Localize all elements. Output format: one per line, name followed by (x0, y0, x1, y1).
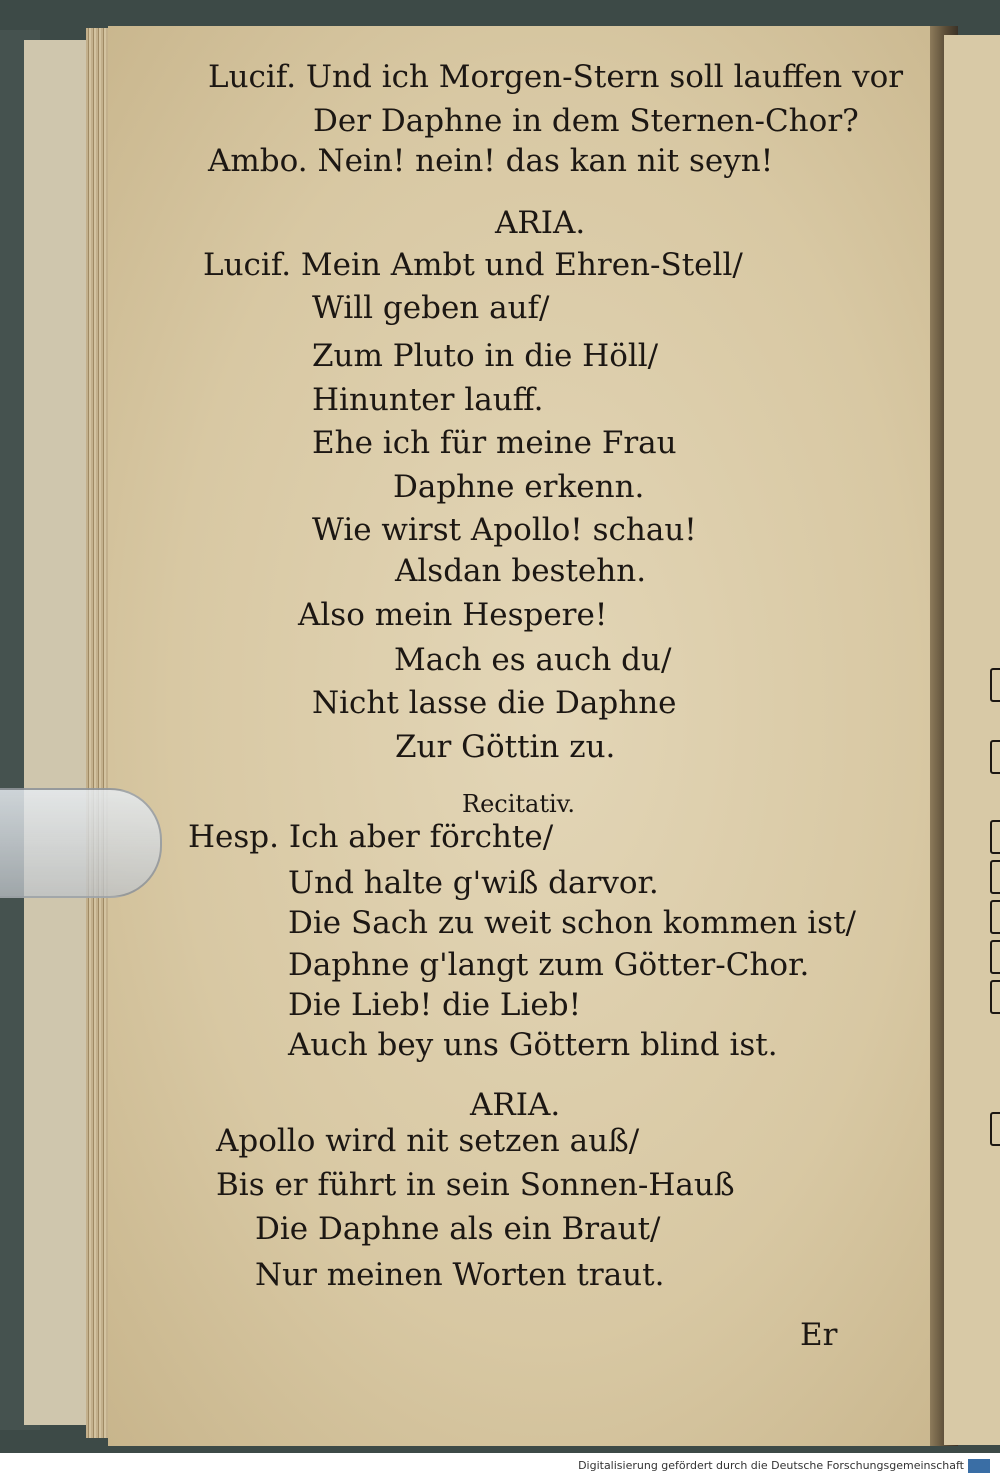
letter-fragment (990, 740, 1000, 774)
text-line: Die Sach zu weit schon kommen ist/ (288, 905, 856, 941)
dfg-logo-icon (968, 1459, 990, 1473)
text-line: Daphne g'langt zum Götter-Chor. (288, 947, 810, 983)
text-line: Zur Göttin zu. (395, 729, 616, 765)
page-clip (0, 788, 162, 898)
text-line: Die Daphne als ein Braut/ (255, 1211, 661, 1247)
text-line: Nicht lasse die Daphne (312, 685, 677, 721)
text-line: Lucif. Mein Ambt und Ehren-Stell/ (203, 247, 743, 283)
letter-fragment (990, 668, 1000, 702)
text-line: Hesp. Ich aber förchte/ (188, 819, 554, 855)
text-line: Bis er führt in sein Sonnen-Hauß (216, 1167, 735, 1203)
letter-fragment (990, 980, 1000, 1014)
text-line: Hinunter lauff. (312, 382, 544, 418)
text-line: Alsdan bestehn. (395, 553, 647, 589)
catchword: Er (800, 1317, 838, 1353)
section-heading: ARIA. (470, 1087, 561, 1123)
text-line: Will geben auf/ (312, 290, 550, 326)
section-heading: Recitativ. (462, 790, 576, 818)
footer-credit: Digitalisierung gefördert durch die Deutsche Forschungsgemeinschaft (578, 1459, 964, 1472)
text-line: Zum Pluto in die Höll/ (312, 338, 659, 374)
text-line: Daphne erkenn. (393, 469, 645, 505)
text-line: Und halte g'wiß darvor. (288, 865, 659, 901)
letter-fragment (990, 820, 1000, 854)
text-line: Lucif. Und ich Morgen-Stern soll lauffen vor (208, 59, 904, 95)
text-line: Der Daphne in dem Sternen-Chor? (313, 103, 859, 139)
text-line: Ehe ich für meine Frau (312, 425, 677, 461)
text-line: Ambo. Nein! nein! das kan nit seyn! (208, 143, 774, 179)
text-line: Also mein Hespere! (298, 597, 608, 633)
letter-fragment (990, 860, 1000, 894)
text-line: Nur meinen Worten traut. (255, 1257, 665, 1293)
text-line: Mach es auch du/ (394, 642, 672, 678)
letter-fragment (990, 1112, 1000, 1146)
text-line: Die Lieb! die Lieb! (288, 987, 582, 1023)
section-heading: ARIA. (495, 205, 586, 241)
text-line: Wie wirst Apollo! schau! (312, 512, 697, 548)
letter-fragment (990, 900, 1000, 934)
text-line: Auch bey uns Göttern blind ist. (288, 1027, 778, 1063)
letter-fragment (990, 940, 1000, 974)
footer-bar (0, 1453, 1000, 1483)
text-line: Apollo wird nit setzen auß/ (216, 1123, 640, 1159)
